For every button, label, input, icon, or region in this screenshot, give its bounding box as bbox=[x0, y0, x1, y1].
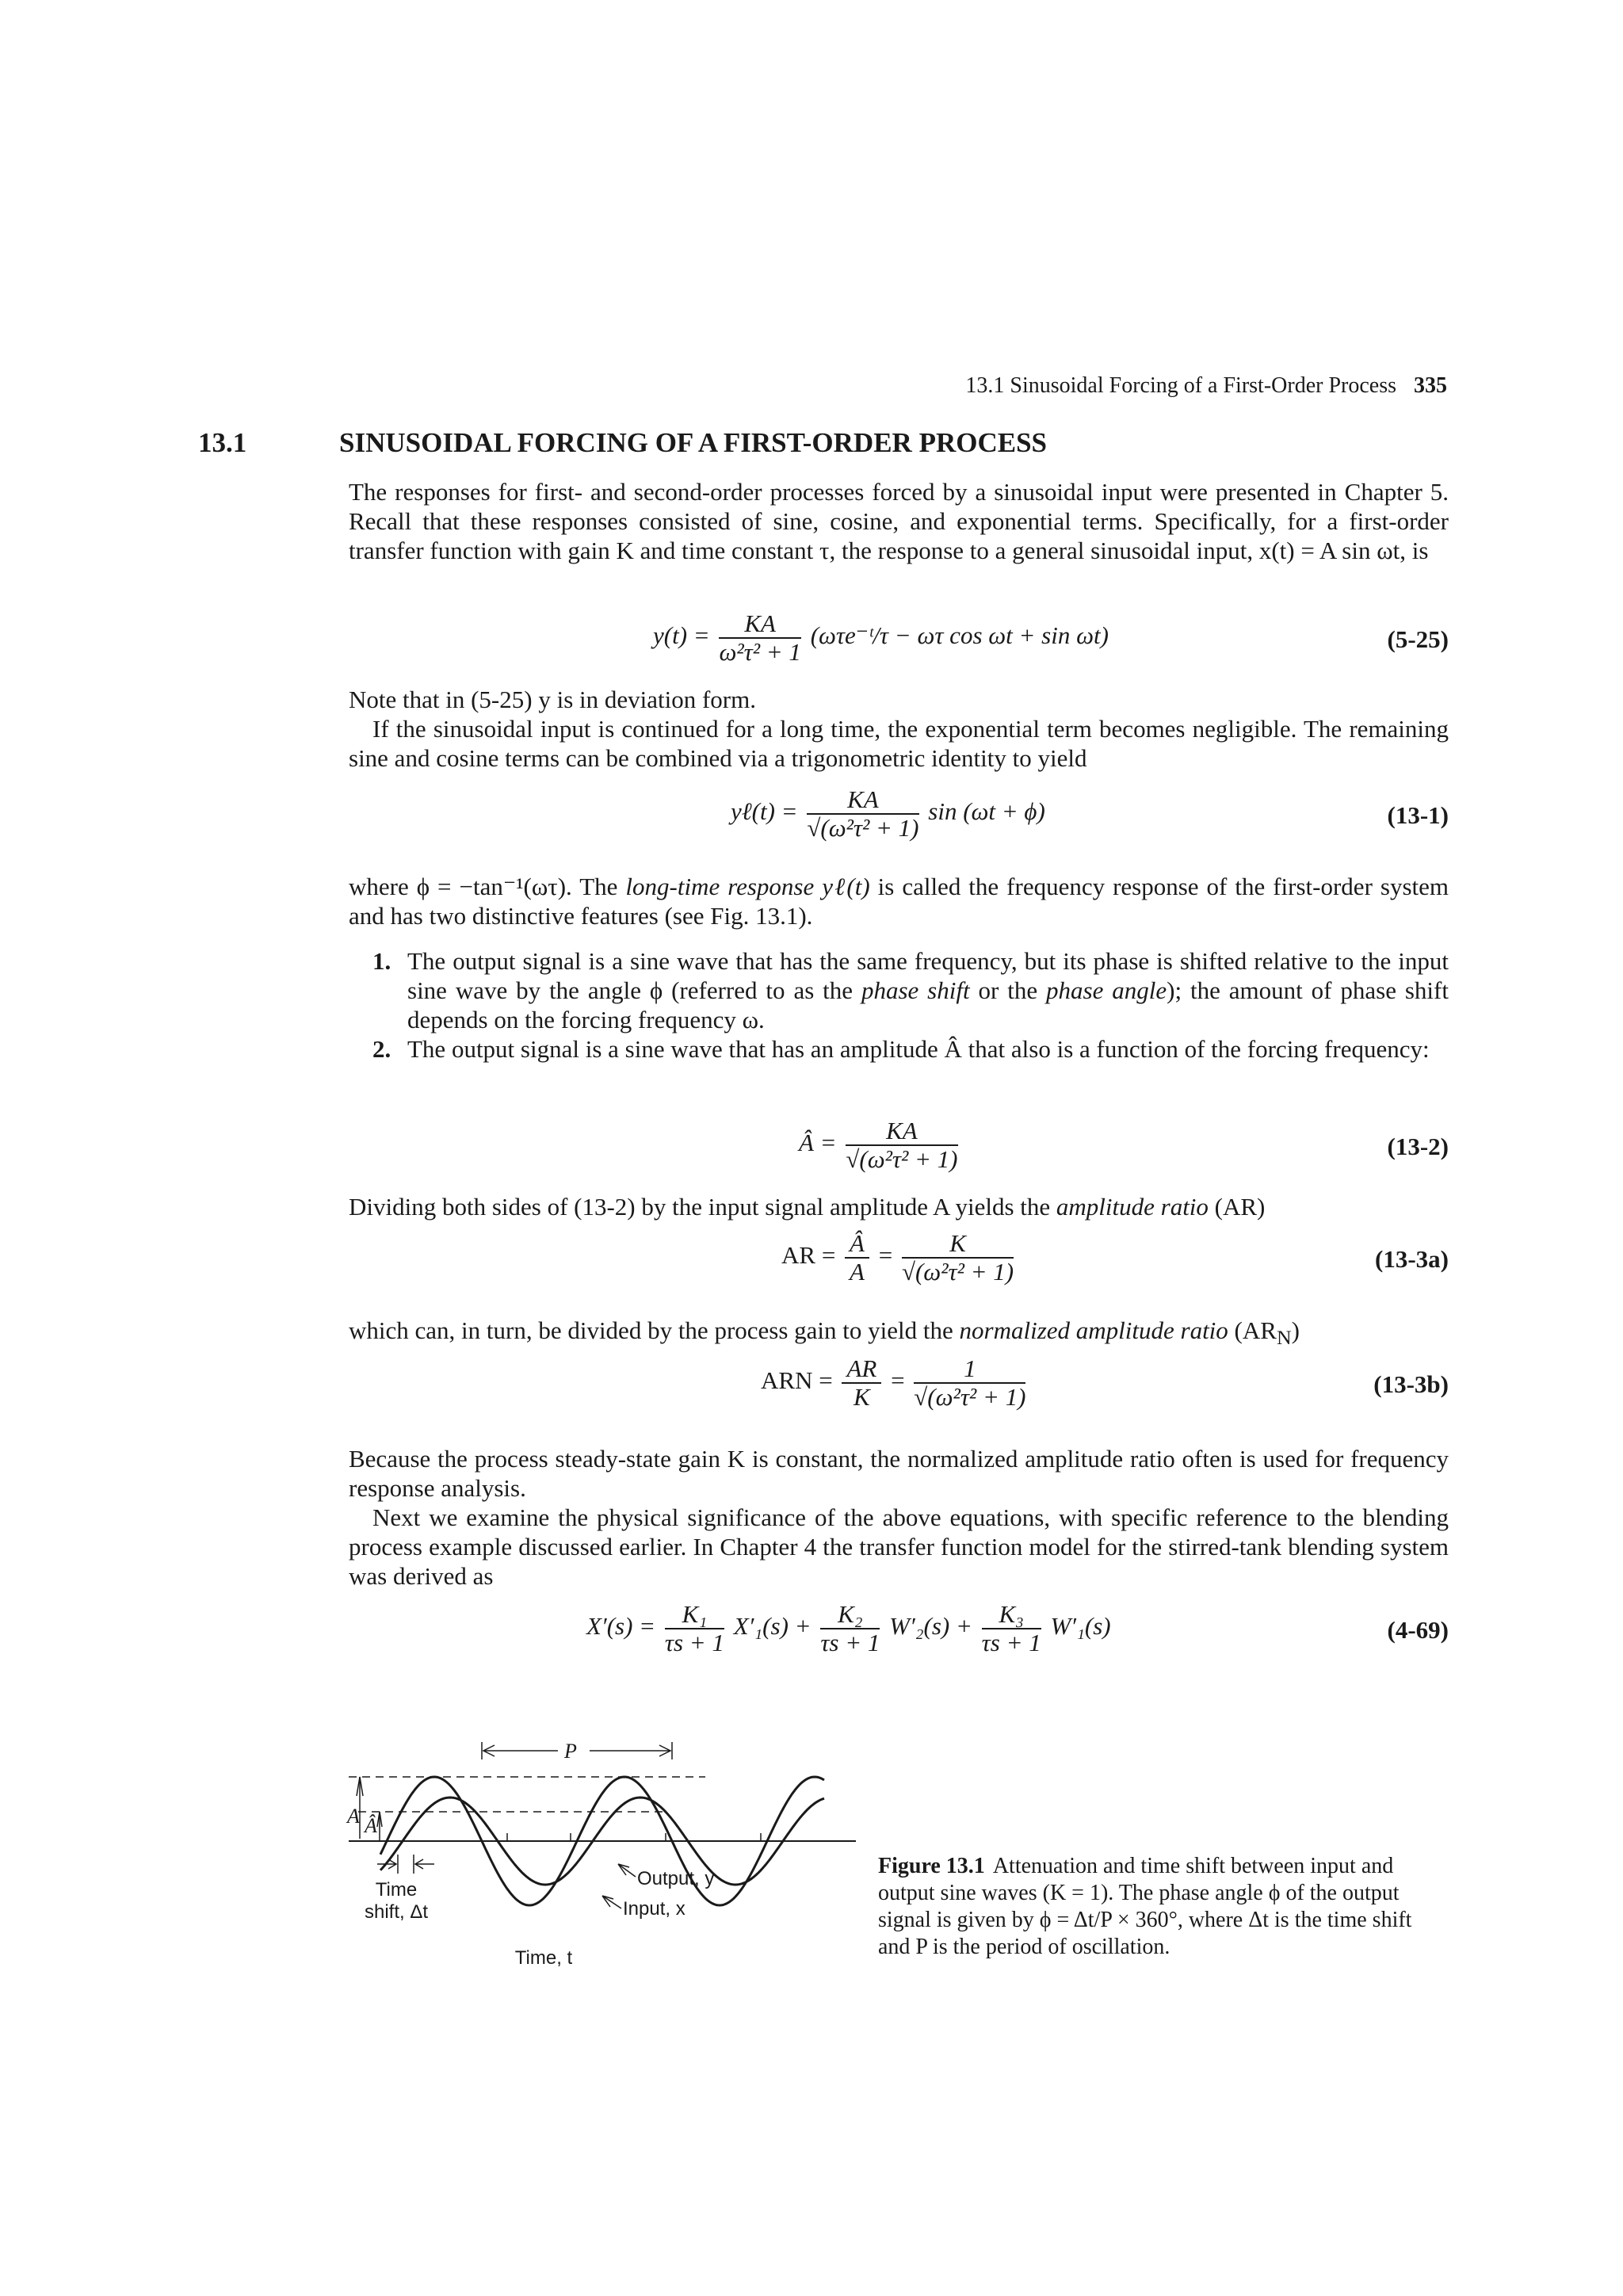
eq-denominator: √(ω²τ² + 1) bbox=[901, 1258, 1014, 1286]
time-shift-arrow-left bbox=[377, 1859, 396, 1869]
output-label: Output, y bbox=[637, 1868, 715, 1889]
eq-denominator: ω²τ² + 1 bbox=[719, 638, 801, 666]
time-shift-arrow-right bbox=[415, 1859, 434, 1869]
paragraph-text: Next we examine the physical significance of the above equations, with specific reference to the blending process example discussed earlier. In Chapter 4 the transfer function model for the stirred-tank blending system was derived as bbox=[349, 1503, 1449, 1590]
list-item bbox=[372, 946, 1449, 1034]
text-run: Dividing both sides of (13-2) by the input signal amplitude A yields the bbox=[349, 1193, 1056, 1221]
eq-numerator: 1 bbox=[914, 1355, 1025, 1384]
text-run-italic: normalized amplitude ratio bbox=[959, 1316, 1228, 1344]
eq-denominator: √(ω²τ² + 1) bbox=[914, 1383, 1026, 1411]
text-run: ) bbox=[1291, 1316, 1300, 1344]
paragraph-text: If the sinusoidal input is continued for a long time, the exponential term becomes negligible. The remaining sine and cosine terms can be combined via a trigonometric identity to yield bbox=[349, 715, 1449, 772]
paragraph-text bbox=[349, 1192, 1449, 1221]
eq-numerator: K bbox=[902, 1230, 1014, 1259]
equation-number: (13-1) bbox=[1387, 801, 1449, 829]
eq-numerator: K₃ bbox=[982, 1601, 1041, 1629]
eq-equals: = bbox=[878, 1241, 893, 1270]
eq-denominator: τs + 1 bbox=[820, 1629, 880, 1656]
equation-13-3a bbox=[349, 1230, 1449, 1309]
eq-numerator: Â bbox=[845, 1230, 869, 1259]
eq-fraction bbox=[820, 1601, 880, 1656]
eq-fraction bbox=[846, 1117, 957, 1173]
running-head-section: 13.1 Sinusoidal Forcing of a First-Order Process bbox=[965, 373, 1396, 398]
amplitude-label-input: A bbox=[347, 1805, 360, 1828]
running-head bbox=[965, 371, 1447, 400]
equation-number: (4-69) bbox=[1387, 1616, 1449, 1644]
output-pointer-arrow bbox=[618, 1864, 636, 1877]
eq-lhs: X′(s) = bbox=[586, 1612, 656, 1641]
amplitude-label-output: Â bbox=[365, 1814, 377, 1837]
time-shift-label-line2: shift, Δt bbox=[364, 1901, 429, 1923]
eq-rhs: (ωτe⁻ᵗ/τ − ωτ cos ωt + sin ωt) bbox=[810, 621, 1109, 650]
eq-term: W′₁(s) bbox=[1050, 1612, 1111, 1641]
text-run: which can, in turn, be divided by the process gain to yield the bbox=[349, 1316, 960, 1344]
eq-fraction bbox=[719, 610, 801, 666]
eq-term: W′₂(s) + bbox=[889, 1612, 972, 1641]
paragraph-intro bbox=[349, 477, 1449, 565]
paragraph-text: Because the process steady-state gain K is constant, the normalized amplitude ratio often is used for frequency response analysis. bbox=[349, 1445, 1449, 1502]
equation-13-1 bbox=[349, 786, 1449, 865]
figure-caption bbox=[878, 1853, 1449, 1961]
equation-4-69 bbox=[349, 1601, 1449, 1680]
equation-13-3b bbox=[349, 1355, 1449, 1435]
period-label: P bbox=[564, 1740, 577, 1763]
eq-fraction bbox=[845, 1230, 869, 1286]
list-text: The output signal is a sine wave that has an amplitude Â that also is a function of the forcing frequency: bbox=[407, 1035, 1430, 1063]
section-heading bbox=[198, 428, 1047, 457]
page-number: 335 bbox=[1414, 373, 1447, 398]
paragraph-block-5 bbox=[349, 1316, 1449, 1352]
eq-fraction bbox=[902, 1230, 1014, 1286]
paragraph-text: Note that in (5-25) y is in deviation form. bbox=[349, 686, 756, 713]
eq-lhs: Â = bbox=[799, 1129, 837, 1157]
text-run-italic: long-time response yℓ(t) bbox=[625, 873, 870, 900]
input-label: Input, x bbox=[623, 1898, 685, 1920]
eq-denominator: τs + 1 bbox=[664, 1629, 724, 1656]
paragraph-text bbox=[349, 872, 1449, 930]
eq-lhs: yℓ(t) = bbox=[731, 797, 798, 826]
figure-caption-label: Figure 13.1 bbox=[878, 1854, 985, 1878]
eq-denominator: √(ω²τ² + 1) bbox=[807, 814, 919, 842]
eq-fraction bbox=[982, 1601, 1041, 1656]
text-run: is called the frequency response of the first-order system and has two distinctive features (see Fig. 13.1). bbox=[349, 873, 1449, 930]
list-number: 2. bbox=[372, 1035, 391, 1063]
paragraph-text: The responses for first- and second-order processes forced by a sinusoidal input were presented in Chapter 5. Recall that these responses consisted of sine, cosine, and exponential terms. Specifically, for a first-order transfer function with gain K and time constant τ, the response to a general sinusoidal input, x(t) = A sin ωt, is bbox=[349, 478, 1449, 564]
eq-lhs: ARN = bbox=[761, 1366, 833, 1395]
numbered-list bbox=[372, 946, 1449, 1064]
time-axis-label: Time, t bbox=[514, 1947, 573, 1969]
equation-number: (13-2) bbox=[1387, 1133, 1449, 1160]
list-number: 1. bbox=[372, 947, 391, 975]
text-run: (AR) bbox=[1208, 1193, 1266, 1221]
text-run: The output signal is a sine wave that has the same frequency, but its phase is shifted relative to the input sine wave by the angle ϕ (referred to as the bbox=[407, 947, 1449, 1004]
eq-numerator: KA bbox=[807, 786, 918, 815]
eq-fraction bbox=[807, 786, 918, 842]
eq-numerator: KA bbox=[846, 1117, 957, 1146]
paragraph-text bbox=[349, 1316, 1449, 1352]
eq-numerator: KA bbox=[719, 610, 801, 639]
equation-number: (5-25) bbox=[1387, 625, 1449, 653]
eq-denominator: √(ω²τ² + 1) bbox=[846, 1145, 958, 1173]
input-pointer-arrow bbox=[602, 1896, 621, 1908]
text-run-italic: phase shift bbox=[861, 976, 970, 1004]
figure-caption-text: Attenuation and time shift between input and output sine waves (K = 1). The phase angle ϕ of the output signal is given by ϕ = Δt/P × 360°, where Δt is the time shift and P is the period of oscillation. bbox=[878, 1854, 1412, 1959]
paragraph-block-2 bbox=[349, 685, 1449, 773]
section-number: 13.1 bbox=[198, 427, 247, 458]
text-run-italic: amplitude ratio bbox=[1056, 1193, 1209, 1221]
section-title: SINUSOIDAL FORCING OF A FIRST-ORDER PROCESS bbox=[339, 427, 1048, 458]
list-item bbox=[372, 1034, 1449, 1064]
eq-fraction bbox=[914, 1355, 1025, 1411]
eq-numerator: AR bbox=[842, 1355, 881, 1384]
eq-fraction bbox=[842, 1355, 881, 1411]
text-run: where ϕ = −tan⁻¹(ωτ). The bbox=[349, 873, 626, 900]
equation-number: (13-3a) bbox=[1375, 1245, 1449, 1273]
time-shift-label-line1: Time bbox=[375, 1879, 418, 1901]
equation-number: (13-3b) bbox=[1373, 1370, 1449, 1398]
list-text bbox=[407, 946, 1449, 1034]
text-run-italic: phase angle bbox=[1046, 976, 1167, 1004]
eq-fraction bbox=[665, 1601, 724, 1656]
eq-denominator: K bbox=[854, 1383, 870, 1411]
equation-5-25 bbox=[349, 610, 1449, 690]
eq-term: X′₁(s) + bbox=[733, 1612, 812, 1641]
eq-equals: = bbox=[891, 1366, 905, 1395]
eq-lhs: y(t) = bbox=[653, 621, 710, 650]
paragraph-block-4 bbox=[349, 1192, 1449, 1221]
eq-numerator: K₂ bbox=[820, 1601, 880, 1629]
equation-13-2 bbox=[349, 1117, 1449, 1197]
eq-numerator: K₁ bbox=[665, 1601, 724, 1629]
text-subscript: N bbox=[1276, 1326, 1292, 1350]
text-run: or the bbox=[969, 976, 1047, 1004]
figure-sine-waves bbox=[349, 1728, 872, 1997]
eq-lhs: AR = bbox=[781, 1241, 836, 1270]
paragraph-block-3 bbox=[349, 872, 1449, 930]
eq-denominator: τs + 1 bbox=[981, 1629, 1041, 1656]
text-run: ); the amount of phase shift depends on the forcing frequency ω. bbox=[407, 976, 1449, 1033]
paragraph-block-6 bbox=[349, 1444, 1449, 1591]
eq-denominator: A bbox=[850, 1258, 865, 1286]
text-run: (AR bbox=[1228, 1316, 1277, 1344]
eq-rhs: sin (ωt + ϕ) bbox=[928, 797, 1045, 826]
